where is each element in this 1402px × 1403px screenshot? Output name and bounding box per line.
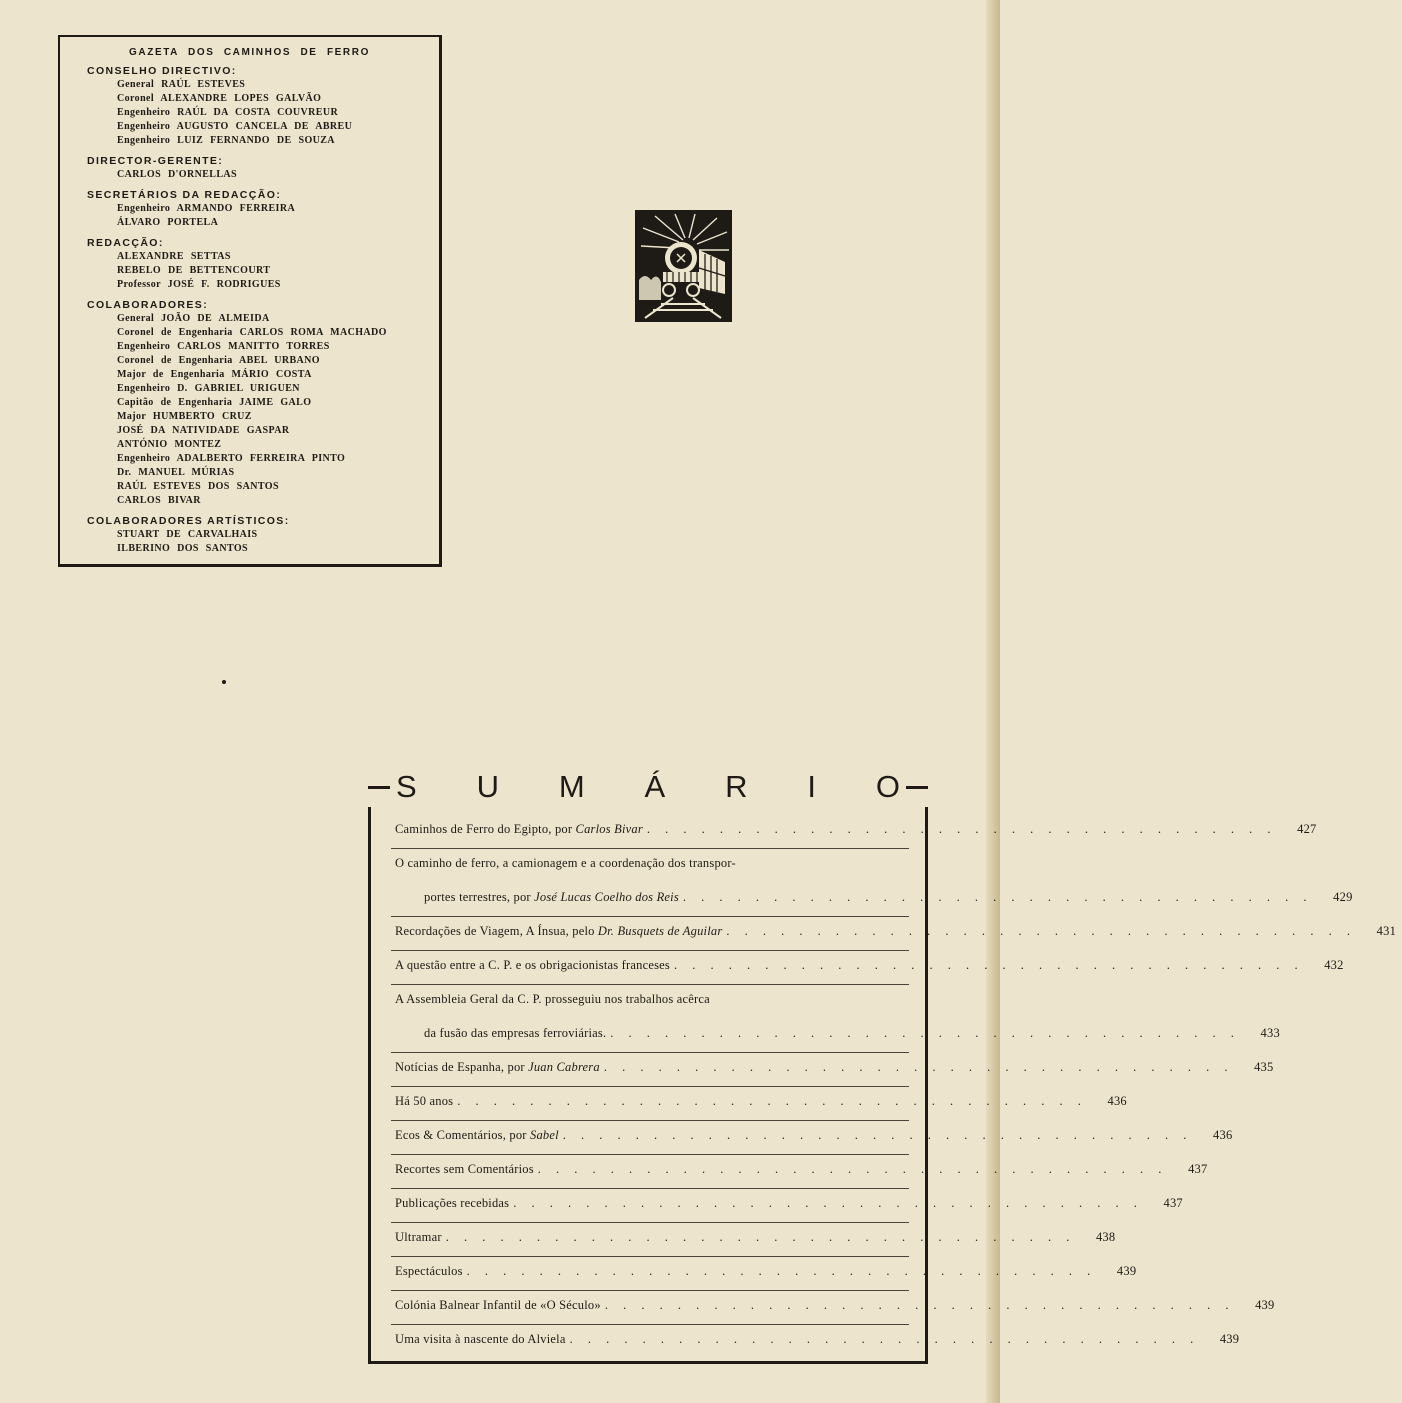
sumario-title-letter: Á: [644, 769, 666, 804]
toc-entry-title: [395, 1223, 442, 1257]
toc-dot-leader: . . . . . . . . . . . . . . . . . . . . . . . . . . . . . . . . . . .: [562, 1128, 1193, 1142]
staff-section: [87, 236, 439, 292]
toc-dot-leader: . . . . . . . . . . . . . . . . . . . . . . . . . . . . . . . . . . .: [726, 924, 1357, 938]
toc-page-number: 439: [1255, 1298, 1275, 1312]
staff-member: Capitão de Engenharia JAIME GALO: [117, 397, 312, 408]
staff-sections: [87, 64, 439, 556]
toc-entry-line: [395, 1257, 1137, 1291]
sumario-title-letter: R: [725, 769, 748, 804]
toc-entry[interactable]: [395, 1291, 1275, 1325]
staff-member: Major de Engenharia MÁRIO COSTA: [117, 369, 312, 380]
toc-entry-title: [395, 1325, 566, 1359]
staff-member: JOSÉ DA NATIVIDADE GASPAR: [117, 425, 290, 436]
staff-member: ÁLVARO PORTELA: [117, 217, 219, 228]
toc-page-number: 429: [1333, 890, 1353, 904]
toc-entry-line: [395, 1087, 1127, 1121]
staff-member: Professor JOSÉ F. RODRIGUES: [117, 279, 281, 290]
toc-entry-title: [395, 815, 643, 849]
toc-page-number: 437: [1163, 1196, 1183, 1210]
toc-dot-leader: . . . . . . . . . . . . . . . . . . . . . . . . . . . . . . . . . . .: [445, 1230, 1076, 1244]
toc-dot-leader: . . . . . . . . . . . . . . . . . . . . . . . . . . . . . . . . . . .: [569, 1332, 1200, 1346]
toc-entry-line: [395, 1121, 1233, 1155]
toc-page-number: 438: [1095, 1230, 1116, 1244]
staff-section-heading: REDACÇÃO:: [87, 237, 164, 249]
staff-member: CARLOS BIVAR: [117, 495, 201, 506]
toc-entry-title: [395, 1053, 600, 1087]
toc-entry-title: [395, 917, 722, 951]
toc-entry-title: [395, 1291, 601, 1325]
staff-member: General JOÃO DE ALMEIDA: [117, 313, 270, 324]
toc-entry-line: [395, 883, 1353, 917]
toc-page-number: 436: [1213, 1128, 1233, 1142]
staff-member: Engenheiro AUGUSTO CANCELA DE ABREU: [117, 121, 353, 132]
toc-entry[interactable]: [395, 1121, 1233, 1155]
toc-entry-text: Há 50 anos: [395, 1094, 454, 1108]
toc-entry-author: Juan Cabrera: [528, 1060, 600, 1074]
toc-entry-title: [395, 1087, 453, 1121]
toc-page-number: 437: [1188, 1162, 1208, 1176]
toc-entry-author: Dr. Busquets de Aguilar: [597, 924, 723, 938]
staff-section-heading: COLABORADORES:: [87, 299, 209, 311]
toc-entry-title: [395, 1155, 534, 1189]
toc-entry[interactable]: [395, 1223, 1116, 1257]
toc-page-number: 439: [1116, 1264, 1137, 1278]
toc-entry[interactable]: [395, 849, 1353, 917]
toc-page-number: 431: [1376, 924, 1397, 938]
toc-entry-author: José Lucas Coelho dos Reis: [534, 890, 679, 904]
staff-section: [87, 298, 439, 508]
toc-entry[interactable]: [395, 985, 1280, 1053]
toc-entry-line: [395, 1223, 1116, 1257]
staff-member: Coronel ALEXANDRE LOPES GALVÃO: [117, 93, 322, 104]
staff-member: ALEXANDRE SETTAS: [117, 251, 231, 262]
staff-box: [58, 35, 442, 567]
toc-page-number: 435: [1254, 1060, 1274, 1074]
toc-page-number: 439: [1219, 1332, 1240, 1346]
toc-entry-text: Ultramar: [395, 1230, 442, 1244]
toc-dot-leader: . . . . . . . . . . . . . . . . . . . . . . . . . . . . . . . . . . .: [457, 1094, 1087, 1108]
staff-member: REBELO DE BETTENCOURT: [117, 265, 271, 276]
toc-dot-leader: . . . . . . . . . . . . . . . . . . . . . . . . . . . . . . . . . . .: [513, 1196, 1143, 1210]
sumario-title-letter: S: [396, 769, 417, 804]
staff-title: GAZETA DOS CAMINHOS DE FERRO: [129, 47, 370, 58]
staff-member: Coronel de Engenharia ABEL URBANO: [117, 355, 320, 366]
toc-entry-title: [395, 1189, 509, 1223]
toc-entry-text: da fusão das empresas ferroviárias.: [424, 1026, 607, 1040]
toc-dot-leader: . . . . . . . . . . . . . . . . . . . . . . . . . . . . . . . . . . .: [682, 890, 1313, 904]
toc-dot-leader: . . . . . . . . . . . . . . . . . . . . . . . . . . . . . . . . . . .: [646, 822, 1277, 836]
toc-entry-line: [395, 1189, 1183, 1223]
toc-entry[interactable]: [395, 815, 1317, 849]
toc-entry-line: [395, 1325, 1240, 1359]
toc-entry[interactable]: [395, 1257, 1137, 1291]
toc-entry-text: Caminhos de Ferro do Egipto, por: [395, 822, 576, 836]
sumario-title-letter: O: [875, 769, 900, 804]
toc-entry-title: [395, 951, 670, 985]
toc-entry[interactable]: [395, 1053, 1274, 1087]
table-of-contents: [395, 815, 1397, 1359]
toc-entry-line: [395, 1155, 1208, 1189]
toc-entry[interactable]: [395, 951, 1344, 985]
toc-dot-leader: . . . . . . . . . . . . . . . . . . . . . . . . . . . . . . . . . . .: [466, 1264, 1097, 1278]
title-rule-right: [906, 786, 928, 789]
toc-entry[interactable]: [395, 917, 1397, 951]
toc-entry-line: [395, 951, 1344, 985]
toc-entry[interactable]: [395, 1325, 1240, 1359]
toc-entry-text: Recortes sem Comentários: [395, 1162, 534, 1176]
toc-entry[interactable]: [395, 1189, 1183, 1223]
toc-entry-text: A Assembleia Geral da C. P. prosseguiu nos trabalhos acêrca: [395, 992, 710, 1006]
sumario-title: [368, 767, 928, 807]
toc-dot-leader: . . . . . . . . . . . . . . . . . . . . . . . . . . . . . . . . . . .: [603, 1060, 1234, 1074]
staff-section-heading: DIRECTOR-GERENTE:: [87, 155, 224, 167]
staff-section: [87, 188, 439, 230]
toc-page-number: 432: [1324, 958, 1344, 972]
sumario-title-letter: M: [558, 769, 585, 804]
toc-entry-line: [395, 1019, 1280, 1053]
staff-member: General RAÚL ESTEVES: [117, 79, 246, 90]
staff-member: ANTÓNIO MONTEZ: [117, 439, 222, 450]
staff-section: [87, 154, 439, 182]
toc-page-number: 427: [1297, 822, 1317, 836]
toc-entry-title: [395, 849, 736, 883]
toc-entry-author: Sabel: [530, 1128, 559, 1142]
staff-member: STUART DE CARVALHAIS: [117, 529, 258, 540]
toc-entry-text: Publicações recebidas: [395, 1196, 510, 1210]
sumario-title-letter: U: [476, 769, 499, 804]
toc-entry-line: [395, 985, 905, 1019]
toc-entry-line: [395, 849, 905, 883]
toc-dot-leader: . . . . . . . . . . . . . . . . . . . . . . . . . . . . . . . . . . .: [673, 958, 1304, 972]
staff-member: Dr. MANUEL MÚRIAS: [117, 467, 235, 478]
toc-entry-text: Ecos & Comentários, por: [395, 1128, 530, 1142]
locomotive-woodcut-illustration: [635, 210, 732, 322]
toc-entry-text: Recordações de Viagem, A Ínsua, pelo: [395, 924, 598, 938]
toc-entry[interactable]: [395, 1155, 1208, 1189]
toc-entry-title: [395, 1257, 463, 1291]
sumario-title-letter: I: [807, 769, 816, 804]
toc-entry-line: [395, 815, 1317, 849]
toc-entry-line: [395, 1053, 1274, 1087]
toc-dot-leader: . . . . . . . . . . . . . . . . . . . . . . . . . . . . . . . . . . .: [610, 1026, 1240, 1040]
staff-member: Engenheiro ARMANDO FERREIRA: [117, 203, 296, 214]
staff-member: Major HUMBERTO CRUZ: [117, 411, 252, 422]
toc-entry-author: Carlos Bivar: [575, 822, 643, 836]
toc-entry-text: O caminho de ferro, a camionagem e a coordenação dos transpor-: [395, 856, 736, 870]
staff-section: [87, 64, 439, 148]
toc-dot-leader: . . . . . . . . . . . . . . . . . . . . . . . . . . . . . . . . . . .: [537, 1162, 1168, 1176]
toc-entry-title: [395, 1121, 559, 1155]
toc-entry-title: [424, 1019, 606, 1053]
staff-member: RAÚL ESTEVES DOS SANTOS: [117, 481, 279, 492]
toc-page-number: 436: [1107, 1094, 1127, 1108]
title-rule-left: [368, 786, 390, 789]
toc-entry-title: [395, 985, 710, 1019]
toc-entry-text: Colónia Balnear Infantil de «O Século»: [395, 1298, 601, 1312]
toc-entry-text: Notícias de Espanha, por: [395, 1060, 529, 1074]
toc-page-number: 433: [1260, 1026, 1280, 1040]
toc-entry-text: Uma visita à nascente do Alviela: [395, 1332, 566, 1346]
staff-member: Engenheiro LUIZ FERNANDO DE SOUZA: [117, 135, 335, 146]
staff-member: Engenheiro CARLOS MANITTO TORRES: [117, 341, 330, 352]
ink-dot: [222, 680, 226, 684]
staff-section-heading: CONSELHO DIRECTIVO:: [87, 65, 237, 77]
toc-entry-title: [424, 883, 679, 917]
staff-member: CARLOS D'ORNELLAS: [117, 169, 237, 180]
staff-section-heading: SECRETÁRIOS DA REDACÇÃO:: [87, 189, 282, 201]
sumario-title-letters: [390, 767, 906, 807]
staff-member: Coronel de Engenharia CARLOS ROMA MACHADO: [117, 327, 387, 338]
staff-section: [87, 514, 439, 556]
toc-entry-text: Espectáculos: [395, 1264, 463, 1278]
toc-entry-text: A questão entre a C. P. e os obrigacionistas franceses: [395, 958, 670, 972]
toc-entry[interactable]: [395, 1087, 1127, 1121]
toc-entry-line: [395, 1291, 1275, 1325]
staff-member: Engenheiro D. GABRIEL URIGUEN: [117, 383, 300, 394]
toc-entry-text: portes terrestres, por: [424, 890, 535, 904]
toc-dot-leader: . . . . . . . . . . . . . . . . . . . . . . . . . . . . . . . . . . .: [604, 1298, 1235, 1312]
staff-section-heading: COLABORADORES ARTÍSTICOS:: [87, 515, 290, 527]
toc-entry-line: [395, 917, 1397, 951]
staff-member: Engenheiro RAÚL DA COSTA COUVREUR: [117, 107, 339, 118]
staff-member: Engenheiro ADALBERTO FERREIRA PINTO: [117, 453, 346, 464]
staff-member: ILBERINO DOS SANTOS: [117, 543, 249, 554]
